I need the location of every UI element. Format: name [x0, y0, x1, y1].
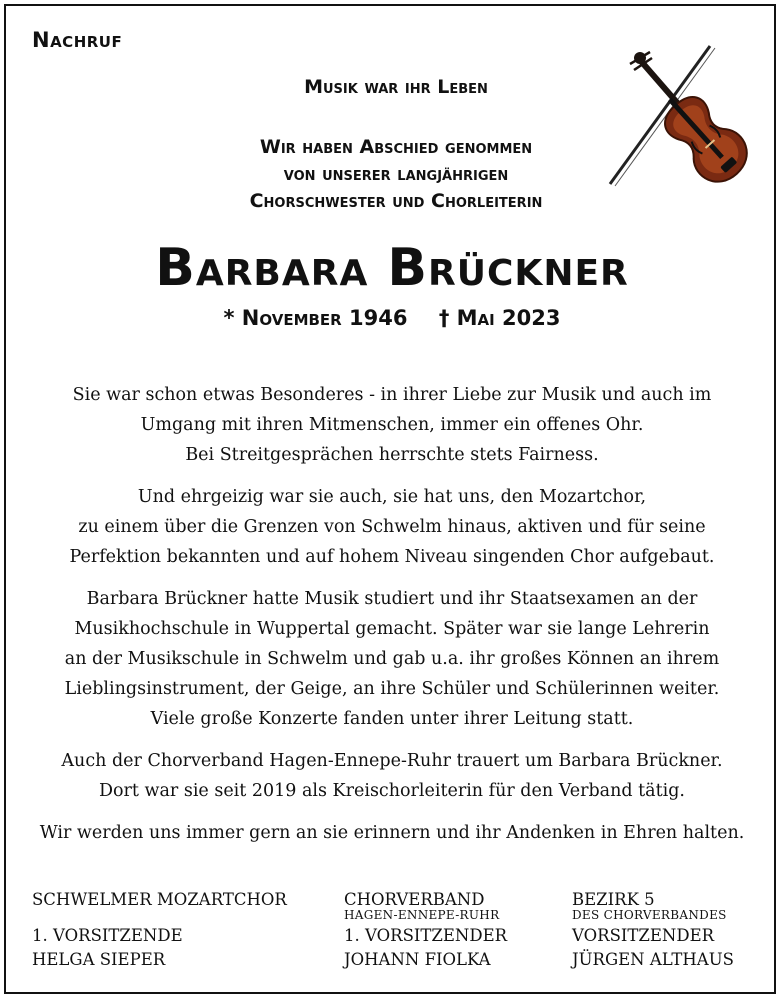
signature-org: BEZIRK 5 [572, 890, 655, 909]
intro-line: von unserer langjährigen [283, 163, 509, 185]
text-line: Viele große Konzerte fanden unter ihrer Leitung statt. [150, 709, 634, 729]
text-line: Und ehrgeizig war sie auch, sie hat uns, den Mozartchor, [137, 487, 647, 507]
section-label: Nachruf [32, 28, 123, 52]
text-line: zu einem über die Grenzen von Schwelm hinaus, aktiven und für seine [78, 517, 706, 537]
text-line: Auch der Chorverband Hagen-Ennepe-Ruhr trauert um Barbara Brückner. [61, 751, 723, 771]
text-line: an der Musikschule in Schwelm und gab u.a. ihr großes Können an ihrem [64, 649, 720, 669]
signature-person: JOHANN FIOLKA [344, 950, 491, 969]
signature-role: 1. VORSITZENDER [344, 926, 508, 945]
intro-line: Wir haben Abschied genommen [259, 136, 533, 158]
obituary-text [26, 368, 758, 860]
deceased-name: Barbara Brückner [155, 238, 629, 298]
signature-org-sub: HAGEN-ENNEPE-RUHR [344, 908, 500, 922]
text-line: Umgang mit ihren Mitmenschen, immer ein offenes Ohr. [140, 415, 644, 435]
text-line: Perfektion bekannten und auf hohem Niveau singenden Chor aufgebaut. [69, 547, 715, 567]
life-dates [6, 306, 778, 330]
text-line: Wir werden uns immer gern an sie erinnern und ihr Andenken in Ehren halten. [39, 823, 745, 843]
signature-org: CHORVERBAND [344, 890, 485, 909]
text-line: Lieblingsinstrument, der Geige, an ihre Schüler und Schülerinnen weiter. [64, 679, 720, 699]
signature-block-bezirk [572, 888, 734, 972]
motto: Musik war ihr Leben [304, 76, 488, 98]
signature-org: SCHWELMER MOZARTCHOR [32, 890, 287, 909]
signature-role: 1. VORSITZENDE [32, 926, 183, 945]
intro-text [136, 134, 656, 215]
obituary-page [4, 4, 776, 994]
text-line: Dort war sie seit 2019 als Kreischorleiterin für den Verband tätig. [98, 781, 685, 801]
text-line: Sie war schon etwas Besonderes - in ihrer Liebe zur Musik und auch im [72, 385, 712, 405]
text-line: Bei Streitgesprächen herrschte stets Fairness. [185, 445, 599, 465]
signature-block-mozartchor [32, 888, 287, 972]
text-line: Musikhochschule in Wuppertal gemacht. Später war sie lange Lehrerin [74, 619, 710, 639]
text-line: Barbara Brückner hatte Musik studiert und ihr Staatsexamen an der [86, 589, 698, 609]
intro-line: Chorschwester und Chorleiterin [249, 190, 543, 212]
signature-org-sub: DES CHORVERBANDES [572, 908, 727, 922]
signature-person: HELGA SIEPER [32, 950, 166, 969]
signature-block-chorverband [344, 888, 507, 972]
signature-role: VORSITZENDER [572, 926, 715, 945]
birth-date: * November 1946 [223, 306, 408, 330]
signature-person: JÜRGEN ALTHAUS [572, 950, 734, 969]
death-date: † Mai 2023 [438, 306, 561, 330]
